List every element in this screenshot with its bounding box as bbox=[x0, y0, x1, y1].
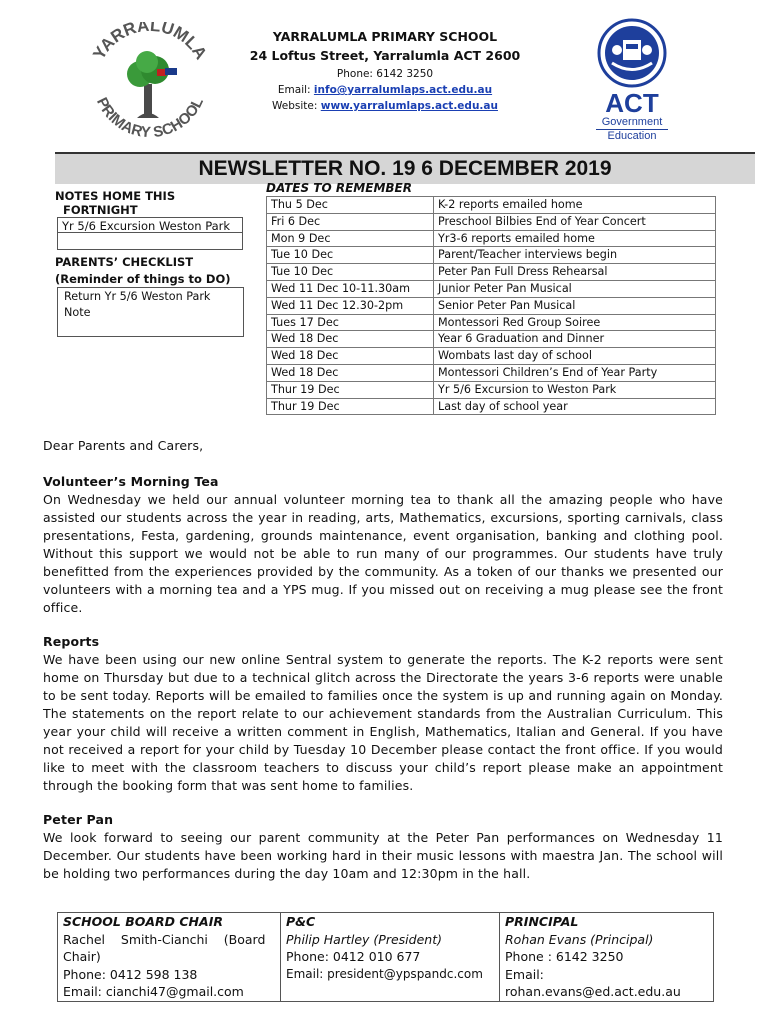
date-cell: Tue 10 Dec bbox=[267, 264, 434, 281]
school-website-link[interactable]: www.yarralumlaps.act.edu.au bbox=[320, 100, 498, 112]
dates-row bbox=[267, 331, 716, 348]
board-chair-cell: SCHOOL BOARD CHAIR Rachel Smith-Cianchi (Board Chair) Phone: 0412 598 138 Email: cianchi47@gmail.com bbox=[58, 913, 281, 1002]
school-header bbox=[200, 28, 570, 114]
event-cell: Peter Pan Full Dress Rehearsal bbox=[434, 264, 716, 281]
logo-bottom-text: PRIMARY SCHOOL bbox=[93, 94, 207, 137]
checklist-item: Return Yr 5/6 Weston Park bbox=[64, 290, 211, 303]
date-cell: Wed 18 Dec bbox=[267, 348, 434, 365]
date-cell: Thu 5 Dec bbox=[267, 197, 434, 214]
section-text: We look forward to seeing our parent community at the Peter Pan performances on Wednesday 11 December. Our students have been working hard in their music lessons with maestra Jan. The school will be holding two performances during the day 10am and 12:30pm in the hall. bbox=[43, 830, 723, 881]
dates-row bbox=[267, 314, 716, 331]
checklist-box bbox=[57, 287, 244, 337]
dates-row bbox=[267, 297, 716, 314]
pc-cell: P&C Philip Hartley (President) Phone: 0412 010 677 Email: president@ypspandc.com bbox=[281, 913, 500, 1002]
school-address: 24 Loftus Street, Yarralumla ACT 2600 bbox=[249, 48, 521, 63]
date-cell: Tues 17 Dec bbox=[267, 314, 434, 331]
school-name: YARRALUMLA PRIMARY SCHOOL bbox=[272, 29, 498, 44]
date-cell: Wed 11 Dec 12.30-2pm bbox=[267, 297, 434, 314]
event-cell: Last day of school year bbox=[434, 398, 716, 415]
checklist-item: Note bbox=[64, 306, 91, 319]
dates-row bbox=[267, 264, 716, 281]
dates-row bbox=[267, 247, 716, 264]
act-logo-sub2: Education bbox=[607, 130, 657, 142]
dates-heading: DATES TO REMEMBER bbox=[266, 181, 412, 195]
school-phone: Phone: 6142 3250 bbox=[336, 68, 434, 80]
event-cell: Yr 5/6 Excursion to Weston Park bbox=[434, 381, 716, 398]
contacts-table bbox=[57, 912, 714, 1002]
event-cell: Montessori Red Group Soiree bbox=[434, 314, 716, 331]
notes-home-item: Yr 5/6 Excursion Weston Park bbox=[57, 217, 243, 233]
date-cell: Thur 19 Dec bbox=[267, 381, 434, 398]
newsletter-title: NEWSLETTER NO. 19 6 DECEMBER 2019 bbox=[55, 152, 755, 184]
school-website-line: Website: www.yarralumlaps.act.edu.au bbox=[272, 100, 498, 112]
section-heading: Reports bbox=[43, 634, 100, 649]
date-cell: Wed 18 Dec bbox=[267, 331, 434, 348]
section-peter-pan bbox=[43, 811, 723, 883]
dates-row bbox=[267, 197, 716, 214]
school-email-line: Email: info@yarralumlaps.act.edu.au bbox=[277, 84, 493, 96]
date-cell: Thur 19 Dec bbox=[267, 398, 434, 415]
dates-table bbox=[266, 196, 716, 415]
event-cell: Montessori Children’s End of Year Party bbox=[434, 364, 716, 381]
event-cell: Preschool Bilbies End of Year Concert bbox=[434, 213, 716, 230]
event-cell: Wombats last day of school bbox=[434, 348, 716, 365]
date-cell: Wed 18 Dec bbox=[267, 364, 434, 381]
act-logo-big: ACT bbox=[605, 88, 659, 118]
section-text: We have been using our new online Sentral system to generate the reports. The K-2 reports were sent home on Thursday but due to a technical glitch across the Directorate the years 3-6 reports were unable to be sent today. Reports will be emailed to families once the system is up and running again on Monday. The statements on the report relate to our achievement standards from the Australian Curriculum. This year your child will receive a written comment in English, Mathematics, Italian and General. If you have not received a report for your child by Tuesday 10 December please contact the front office. If you would like to meet with the classroom teachers to discuss your child’s report please make an appointment through the booking form that was sent home to families. bbox=[43, 652, 723, 793]
event-cell: Parent/Teacher interviews begin bbox=[434, 247, 716, 264]
section-heading: Peter Pan bbox=[43, 812, 114, 827]
notes-home-heading: NOTES HOME THIS FORTNIGHT bbox=[55, 189, 176, 217]
act-logo-sub1: Government bbox=[601, 116, 663, 128]
dates-row bbox=[267, 230, 716, 247]
logo-top-text: YARRALUMLA bbox=[89, 22, 211, 63]
notes-home-item bbox=[57, 233, 243, 250]
event-cell: Senior Peter Pan Musical bbox=[434, 297, 716, 314]
event-cell: Junior Peter Pan Musical bbox=[434, 280, 716, 297]
checklist-heading: PARENTS’ CHECKLIST (Reminder of things to DO) bbox=[55, 255, 231, 286]
dates-row bbox=[267, 364, 716, 381]
section-reports bbox=[43, 633, 723, 795]
date-cell: Mon 9 Dec bbox=[267, 230, 434, 247]
dates-row bbox=[267, 381, 716, 398]
date-cell: Tue 10 Dec bbox=[267, 247, 434, 264]
event-cell: Yr3-6 reports emailed home bbox=[434, 230, 716, 247]
section-text: On Wednesday we held our annual volunteer morning tea to thank all the amazing people who have assisted our students across the year in reading, arts, Mathematics, excursions, sporting carnivals, class presentations, Festa, gardening, grounds maintenance, event organisation, banking and clothing pool. Without this support we would not be able to run many of our programmes. Our students have truly benefitted from the experiences provided by the community. As a token of our thanks we presented our volunteers with a morning tea and a YPS mug. If you missed out on receiving a mug please see the front office. bbox=[43, 492, 723, 615]
event-cell: K-2 reports emailed home bbox=[434, 197, 716, 214]
school-email-link[interactable]: info@yarralumlaps.act.edu.au bbox=[313, 84, 493, 96]
coat-of-arms-icon bbox=[592, 18, 672, 88]
date-cell: Wed 11 Dec 10-11.30am bbox=[267, 280, 434, 297]
principal-cell: PRINCIPAL Rohan Evans (Principal) Phone : 6142 3250 Email: rohan.evans@ed.act.edu.au bbox=[500, 913, 714, 1002]
greeting: Dear Parents and Carers, bbox=[43, 438, 204, 453]
section-heading: Volunteer’s Morning Tea bbox=[43, 474, 219, 489]
school-logo bbox=[85, 22, 215, 137]
section-volunteer bbox=[43, 473, 723, 617]
event-cell: Year 6 Graduation and Dinner bbox=[434, 331, 716, 348]
dates-row bbox=[267, 398, 716, 415]
dates-row bbox=[267, 213, 716, 230]
dates-row bbox=[267, 348, 716, 365]
dates-row bbox=[267, 280, 716, 297]
act-government-logo bbox=[592, 18, 672, 140]
date-cell: Fri 6 Dec bbox=[267, 213, 434, 230]
